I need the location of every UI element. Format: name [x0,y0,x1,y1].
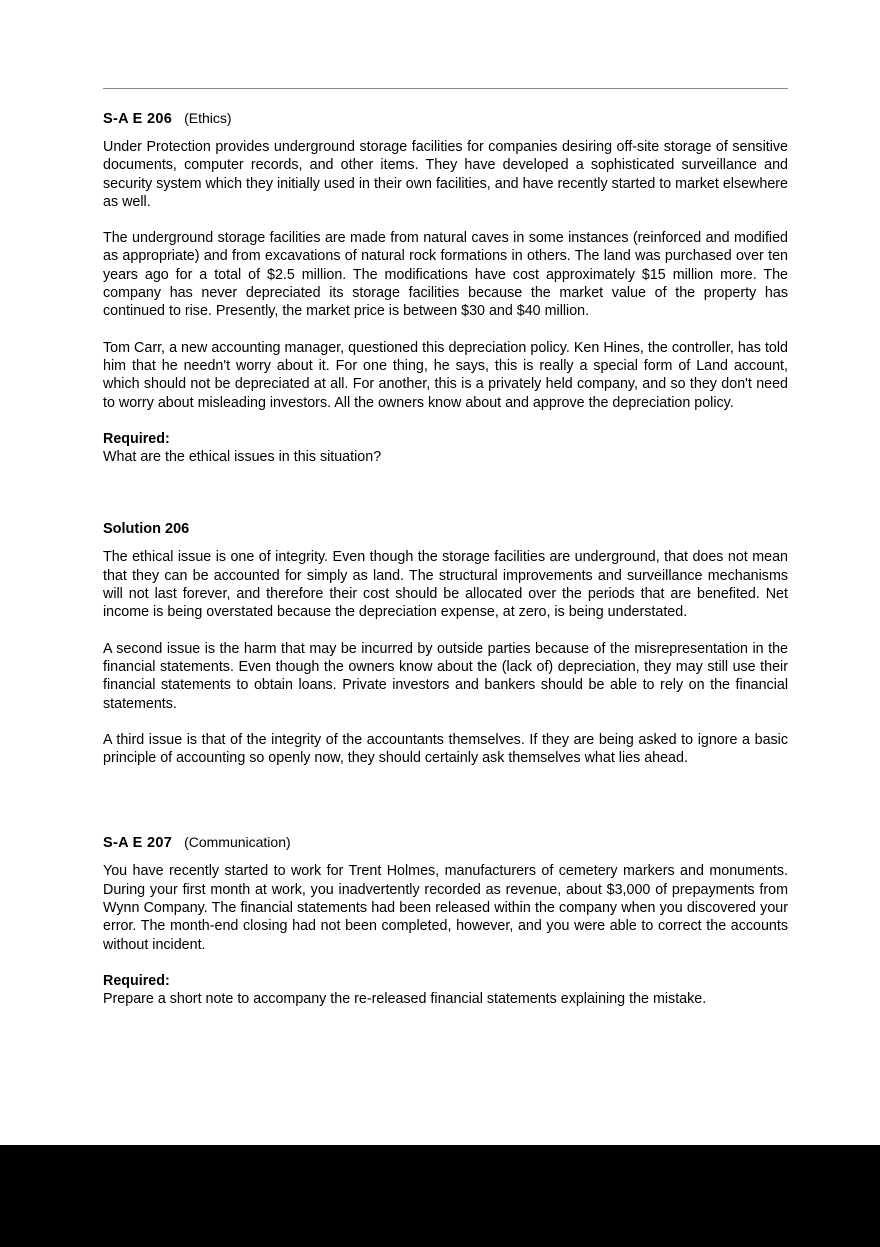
section-kind-206: (Ethics) [184,110,232,126]
paragraph: A third issue is that of the integrity of the accountants themselves. If they are being asked to ignore a basic principle of accounting so openly now, they should certainly ask themselves what lies ahead. [103,731,788,767]
section-heading-206 [103,109,788,128]
required-text: What are the ethical issues in this situation? [103,449,382,466]
paragraph: A second issue is the harm that may be incurred by outside parties because of the misrepresentation in the financial statements. Even though the owners know about the (lack of) depreciation, they may still use their financial statements to obtain loans. Private investors and bankers should be able to rely on the financial statements. [103,640,788,712]
header-rule [103,88,788,89]
required-block-207 [103,972,788,1009]
spacer [103,785,788,833]
paragraph: The underground storage facilities are made from natural caves in some instances (reinforced and modified as appropriate) and from excavations of natural rock formations in others. The land was purchased over ten years ago for a total of $2.5 million. The modifications have cost approximately $15 million more. The company has never depreciated its storage facilities because the market value of the property has continued to rise. Presently, the market price is between $30 and $40 million. [103,230,788,320]
document-content [103,88,788,1027]
section-heading-207 [103,833,788,852]
required-block-206 [103,430,788,467]
section-code-207: S-A E 207 [103,835,173,852]
section-kind-207: (Communication) [184,834,291,851]
paragraph: Under Protection provides underground storage facilities for companies desiring off-site storage of sensitive documents, computer records, and other items. They have developed a sophisticated surveillance and security system which they initially used in their own facilities, and have recently started to market elsewhere as well. [103,139,788,210]
paragraph: The ethical issue is one of integrity. Even though the storage facilities are underground, that does not mean that they can be accounted for simply as land. The structural improvements and surveillance mechanisms will not last forever, and therefore their cost should be allocated over the periods that are benefited. Net income is being overstated because the depreciation expense, at zero, is being understated. [103,549,788,621]
required-label: Required: [103,972,170,989]
bottom-black-band [0,1145,880,1247]
paragraph: Tom Carr, a new accounting manager, questioned this depreciation policy. Ken Hines, the controller, has told him that he needn't worry about it. For one thing, he says, this is really a special form of Land account, which should not be depreciated at all. For another, this is a privately held company, and so they don't need to worry about misleading investors. All the owners know about and approve the depreciation policy. [103,339,788,411]
spacer [103,484,788,520]
paragraph: You have recently started to work for Trent Holmes, manufacturers of cemetery markers and monuments. During your first month at work, you inadvertently recorded as revenue, about $3,000 of prepayments from Wynn Company. The financial statements had been released within the company when you discovered your error. The month-end closing had not been completed, however, and you were able to correct the accounts without incident. [103,863,788,953]
section-code-206: S-A E 206 [103,111,173,127]
required-label: Required: [103,430,170,447]
solution-heading-206: Solution 206 [103,521,190,538]
required-text: Prepare a short note to accompany the re-released financial statements explaining the mistake. [103,991,707,1008]
